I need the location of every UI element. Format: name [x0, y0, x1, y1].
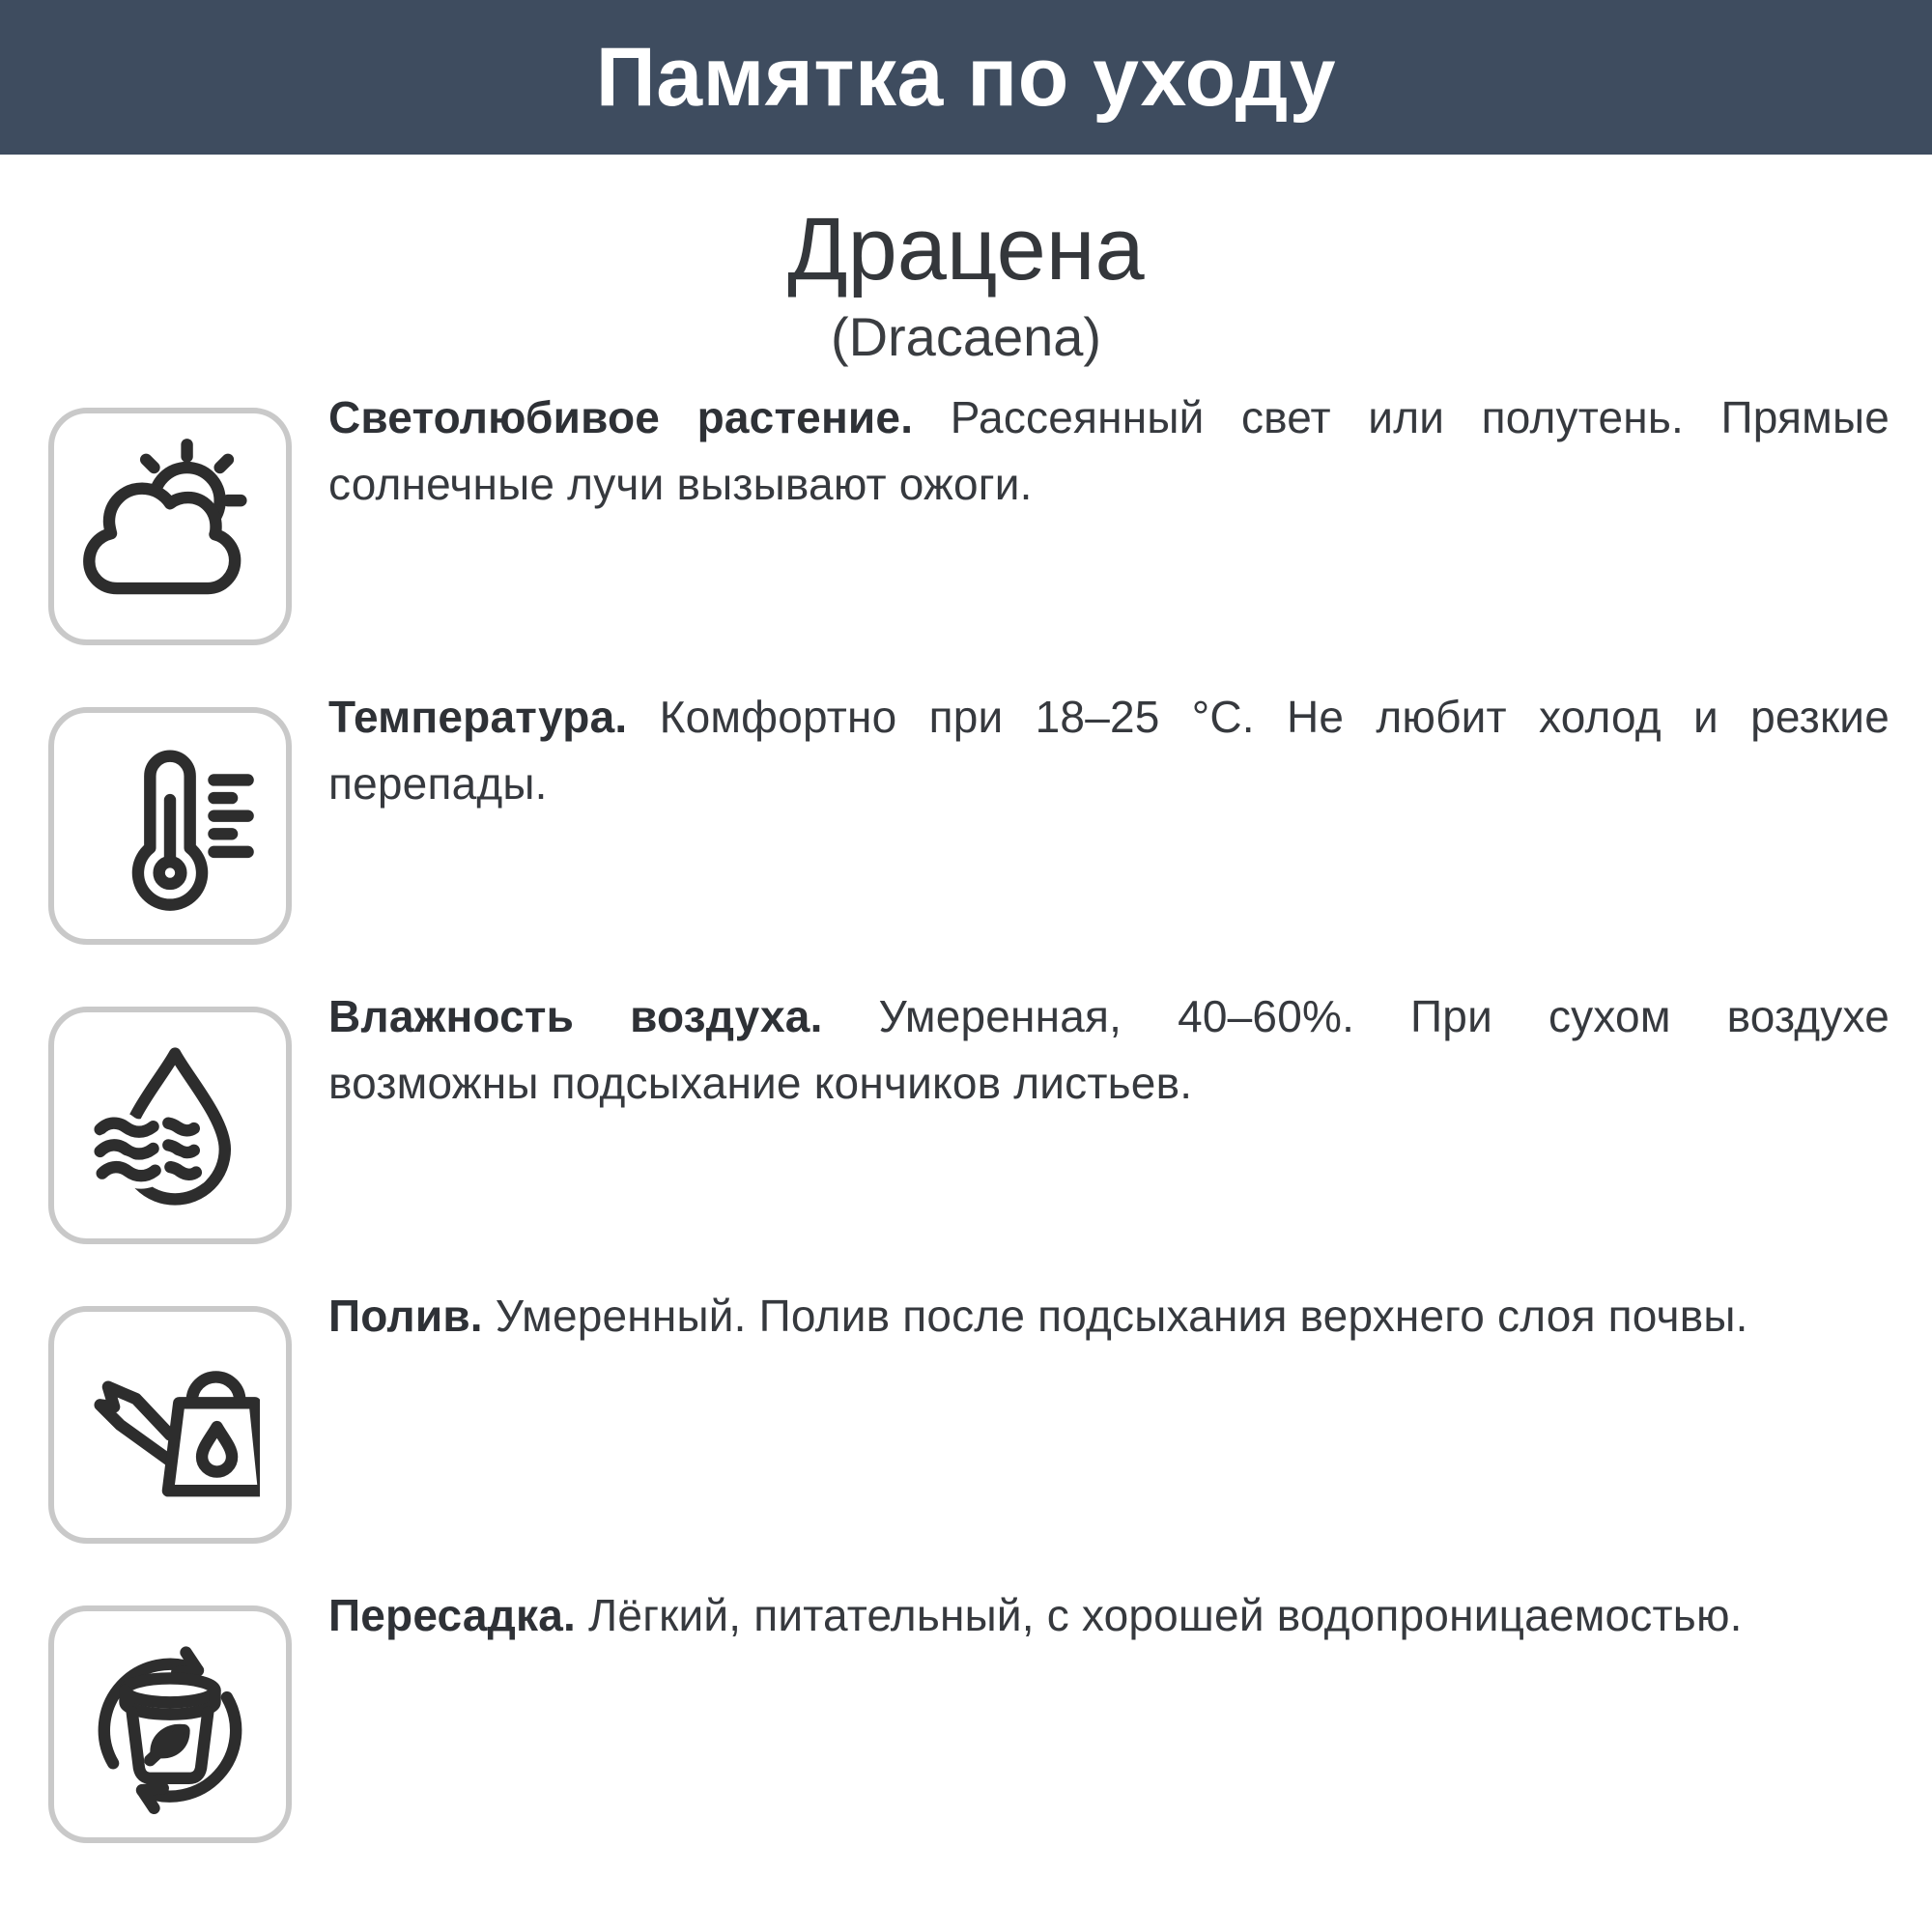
humidity-lead: Влажность воздуха.	[328, 991, 823, 1042]
header-title: Памятка по уходу	[595, 30, 1337, 124]
humidity-text	[328, 983, 1889, 1117]
humidity-text-line1: Влажность воздуха. Умеренная, 40–60%. При сухом воздухе	[328, 991, 1889, 1042]
temperature-text-line1: Температура. Комфортно при 18–25 °C. Не любит холод и резкие	[328, 692, 1889, 743]
section-watering	[48, 1291, 1889, 1544]
humidity-text-line2: возможны подсыхание кончиков листьев.	[328, 1058, 1193, 1109]
light-text	[328, 384, 1889, 518]
light-text-line2: солнечные лучи вызывают ожоги.	[328, 459, 1033, 510]
sections-list	[0, 392, 1932, 1843]
repotting-text-line1: Пересадка. Лёгкий, питательный, с хорошей водопроницаемостью.	[328, 1590, 1743, 1641]
repotting-text	[328, 1582, 1889, 1649]
section-humidity	[48, 991, 1889, 1244]
thermometer-icon	[80, 736, 260, 916]
temperature-text-line2: перепады.	[328, 758, 548, 810]
plant-name: Драцена	[787, 200, 1145, 298]
watering-icon-box	[48, 1306, 292, 1544]
temperature-text	[328, 684, 1889, 817]
light-lead: Светолюбивое растение.	[328, 392, 914, 443]
repot-icon	[80, 1634, 260, 1814]
watering-can-icon	[80, 1335, 260, 1515]
temperature-lead: Температура.	[328, 692, 628, 743]
repotting-lead: Пересадка.	[328, 1590, 577, 1641]
humidity-icon	[80, 1036, 260, 1215]
light-icon-box	[48, 408, 292, 645]
header-bar	[0, 0, 1932, 155]
watering-lead: Полив.	[328, 1291, 483, 1342]
watering-text	[328, 1283, 1889, 1350]
temperature-icon-box	[48, 707, 292, 945]
section-temperature	[48, 692, 1889, 945]
section-repotting	[48, 1590, 1889, 1843]
light-text-line1: Светолюбивое растение. Рассеянный свет или полутень. Прямые	[328, 392, 1890, 443]
humidity-icon-box	[48, 1007, 292, 1244]
sun-cloud-icon	[80, 437, 260, 616]
section-light	[48, 392, 1890, 645]
repotting-icon-box	[48, 1605, 292, 1843]
watering-text-line1: Полив. Умеренный. Полив после подсыхания верхнего слоя почвы.	[328, 1291, 1748, 1342]
plant-latin-name: (Dracaena)	[830, 306, 1102, 368]
